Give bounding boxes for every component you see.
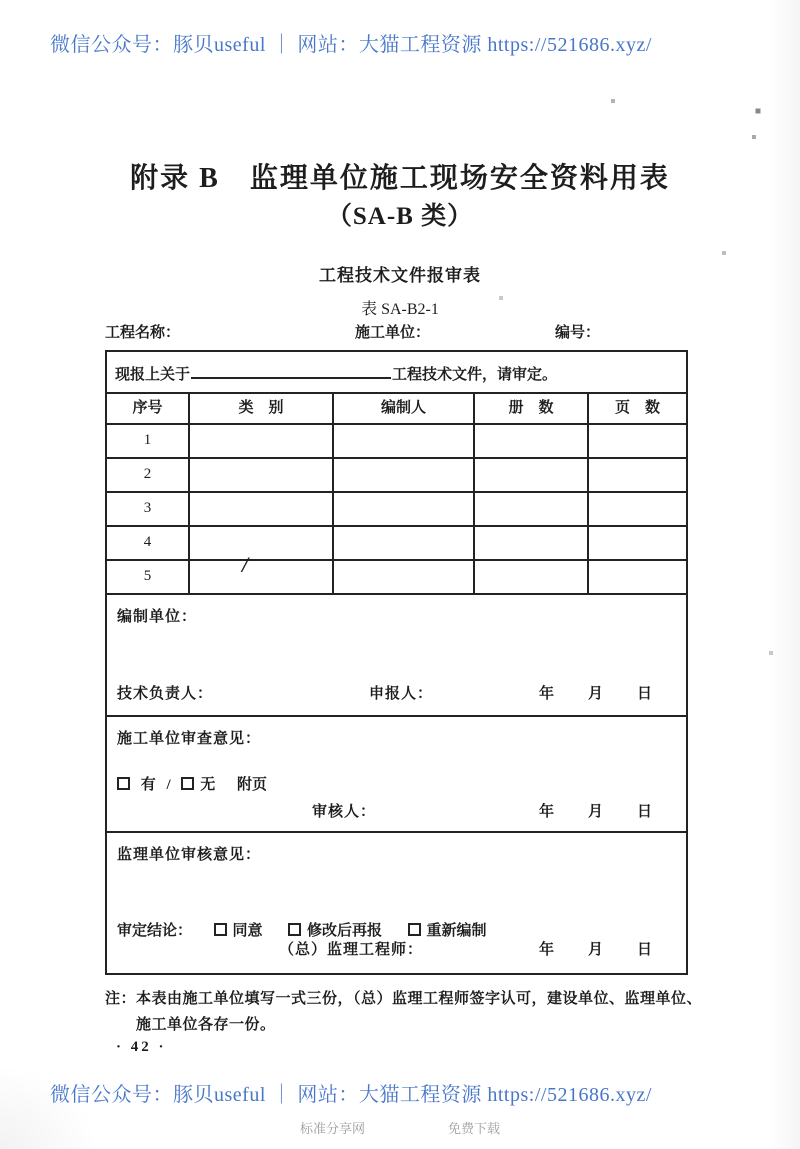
date-fields <box>539 938 652 959</box>
row-seq: 4 <box>107 527 190 559</box>
date-day-label: 日 <box>637 942 653 958</box>
reviewer-label: 审核人： <box>312 804 377 820</box>
row-pages <box>589 425 686 457</box>
fill-in-blank-line <box>191 365 391 379</box>
row-seq: 5 <box>107 561 190 593</box>
appendix-title: 附录 B 监理单位施工现场安全资料用表 <box>130 163 670 194</box>
intro-prefix: 现报上关于 <box>115 367 191 383</box>
row-volumes <box>475 527 589 559</box>
row-category <box>190 425 334 457</box>
form-title: 工程技术文件报审表 <box>319 266 481 285</box>
form-note <box>105 986 705 1039</box>
row-pages <box>589 527 686 559</box>
agree-checkbox[interactable] <box>214 923 227 936</box>
page-number: · 42 · <box>116 1039 167 1055</box>
site-name-footer: 标准分享网 <box>300 1121 366 1136</box>
revise-resubmit-checkbox[interactable] <box>288 923 301 936</box>
conclusion-label: 审定结论： <box>117 923 193 939</box>
row-category <box>190 459 334 491</box>
revise-resubmit-label: 修改后再报 <box>307 923 383 939</box>
contractor-review-section <box>107 717 686 833</box>
watermark-bottom: 微信公众号：豚贝useful ｜ 网站：大猫工程资源 https://521686.xyz/ <box>50 1084 652 1106</box>
intro-statement <box>107 352 686 394</box>
conclusion-options <box>117 919 487 940</box>
table-header-row <box>107 394 686 425</box>
attachment-options <box>117 773 267 794</box>
prepared-by-label: 编制单位： <box>117 609 198 625</box>
date-day-label: 日 <box>637 804 653 820</box>
table-row <box>107 459 686 493</box>
row-author <box>334 561 475 593</box>
row-pages <box>589 459 686 491</box>
table-row <box>107 527 686 561</box>
intro-suffix: 工程技术文件，请审定。 <box>392 367 558 383</box>
redo-checkbox[interactable] <box>408 923 421 936</box>
report-form-table <box>105 350 688 975</box>
row-volumes <box>475 425 589 457</box>
date-month-label: 月 <box>588 942 604 958</box>
date-month-label: 月 <box>588 804 604 820</box>
table-row <box>107 425 686 459</box>
date-fields <box>539 682 652 703</box>
row-volumes <box>475 561 589 593</box>
appendix-subtitle: （SA-B 类） <box>326 203 474 230</box>
row-category <box>190 552 334 593</box>
note-line-2: 施工单位各存一份。 <box>136 1017 276 1034</box>
date-year-label: 年 <box>539 686 555 702</box>
contractor-review-label: 施工单位审查意见： <box>117 731 262 747</box>
row-seq: 2 <box>107 459 190 491</box>
date-day-label: 日 <box>637 686 653 702</box>
agree-label: 同意 <box>232 923 263 939</box>
supervisor-review-section <box>107 833 686 973</box>
row-pages <box>589 561 686 593</box>
column-header-seq: 序号 <box>107 394 190 423</box>
table-row <box>107 493 686 527</box>
row-seq: 1 <box>107 425 190 457</box>
date-year-label: 年 <box>539 804 555 820</box>
row-volumes <box>475 493 589 525</box>
date-month-label: 月 <box>588 686 604 702</box>
attachment-none-checkbox[interactable] <box>181 777 194 790</box>
row-author <box>334 425 475 457</box>
tech-lead-label: 技术负责人： <box>117 686 214 702</box>
chief-engineer-label: （总）监理工程师： <box>279 942 424 958</box>
column-header-pages: 页 数 <box>614 400 660 416</box>
row-pages <box>589 493 686 525</box>
attachment-has-label: 有 <box>140 777 156 793</box>
date-fields <box>539 800 652 821</box>
row-category <box>190 493 334 525</box>
construction-unit-label: 施工单位： <box>355 325 431 341</box>
row-author <box>334 459 475 491</box>
attachment-separator: / <box>166 777 171 793</box>
watermark-top: 微信公众号：豚贝useful ｜ 网站：大猫工程资源 https://521686.xyz/ <box>50 34 652 56</box>
handwritten-slash-mark: / <box>242 552 249 577</box>
column-header-category: 类 别 <box>190 394 334 423</box>
date-year-label: 年 <box>539 942 555 958</box>
applicant-label: 申报人： <box>369 686 434 702</box>
row-seq: 3 <box>107 493 190 525</box>
attachment-none-label: 无 <box>200 777 216 793</box>
row-volumes <box>475 459 589 491</box>
row-author <box>334 527 475 559</box>
row-author <box>334 493 475 525</box>
note-line-1: 注：本表由施工单位填写一式三份，（总）监理工程师签字认可，建设单位、监理单位、 <box>105 991 703 1007</box>
table-row <box>107 552 686 595</box>
free-download-footer: 免费下载 <box>448 1121 501 1136</box>
attachment-has-checkbox[interactable] <box>117 777 130 790</box>
form-number-label: 编号： <box>555 325 601 341</box>
column-header-volumes: 册 数 <box>475 394 589 423</box>
scan-artifact-specks <box>0 0 2 2</box>
attachment-suffix-label: 附页 <box>236 777 267 793</box>
project-name-label: 工程名称： <box>105 325 181 341</box>
form-code: 表 SA-B2-1 <box>361 301 439 318</box>
prepared-by-section <box>107 595 686 717</box>
supervisor-review-label: 监理单位审核意见： <box>117 847 262 863</box>
column-header-author: 编制人 <box>334 394 475 423</box>
redo-label: 重新编制 <box>426 923 487 939</box>
row-category <box>190 527 334 559</box>
